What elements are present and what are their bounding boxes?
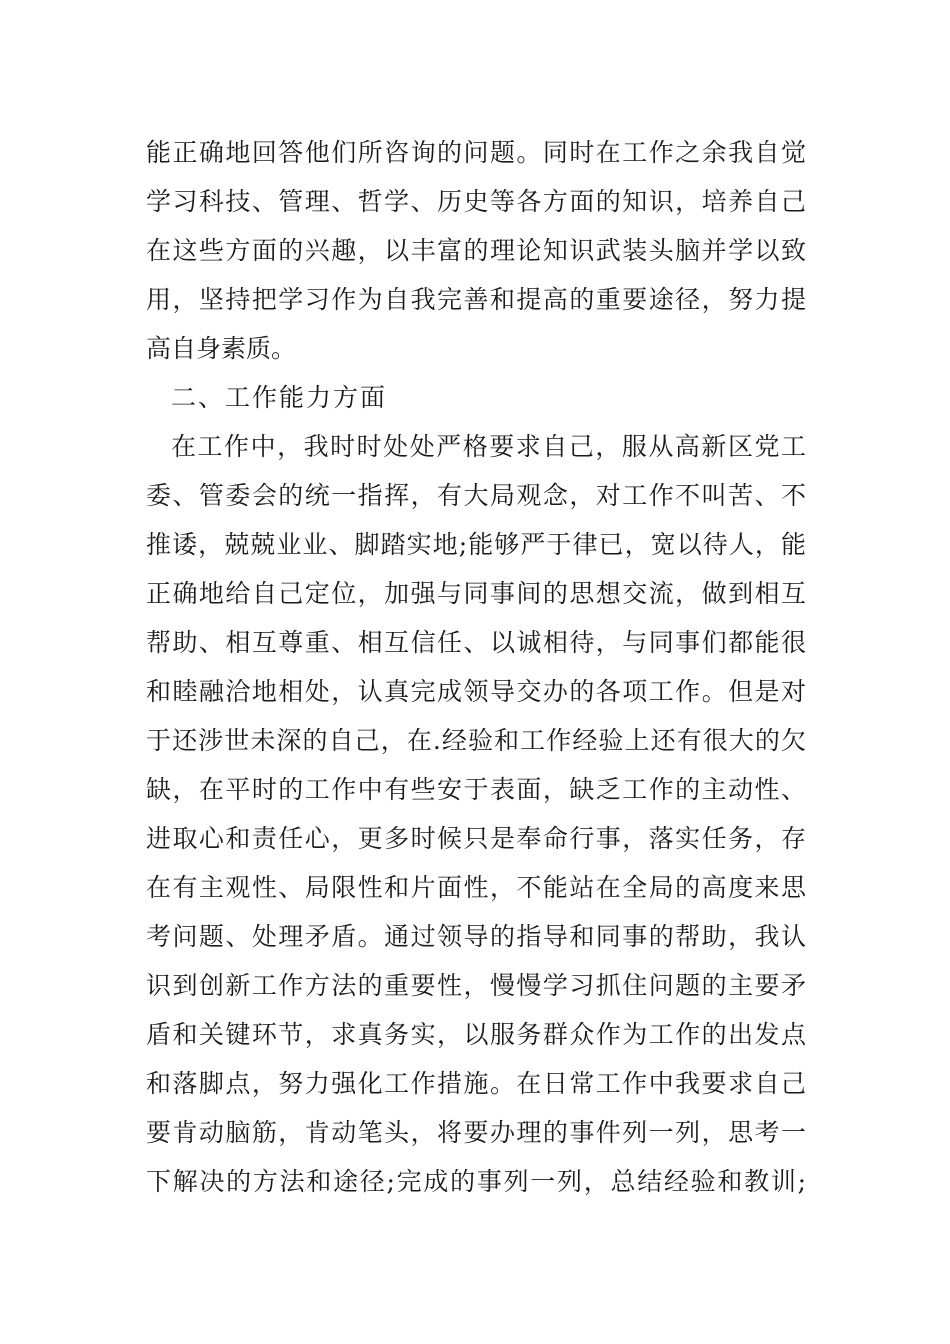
line-text: 推诿，兢兢业业、脚踏实地;能够严于律已，宽以待人，能	[146, 530, 808, 559]
line-text: 用，坚持把学习作为自我完善和提高的重要途径，努力提	[146, 285, 808, 314]
line-text: 进取心和责任心，更多时候只是奉命行事，落实任务，存	[146, 824, 808, 853]
line-text: 委、管委会的统一指挥，有大局观念，对工作不叫苦、不	[146, 481, 808, 510]
text-line	[146, 667, 806, 716]
line-text: 在这些方面的兴趣，以丰富的理论知识武装头脑并学以致	[146, 236, 808, 265]
line-text: 帮助、相互尊重、相互信任、以诚相待，与同事们都能很	[146, 628, 808, 657]
text-line	[146, 1059, 806, 1108]
text-line	[146, 471, 806, 520]
line-text: 能正确地回答他们所咨询的问题。同时在工作之余我自觉	[146, 138, 808, 167]
line-text: 要肯动脑筋，肯动笔头，将要办理的事件列一列，思考一	[146, 1118, 808, 1147]
line-text: 缺，在平时的工作中有些安于表面，缺乏工作的主动性、	[146, 775, 808, 804]
text-line	[146, 765, 806, 814]
line-text: 和睦融洽地相处，认真完成领导交办的各项工作。但是对	[146, 677, 808, 706]
text-line	[146, 618, 806, 667]
text-line	[146, 716, 806, 765]
section-heading	[146, 373, 806, 422]
text-line	[146, 1108, 806, 1157]
text-line	[146, 422, 806, 471]
line-text: 高自身素质。	[146, 334, 297, 363]
line-text: 和落脚点，努力强化工作措施。在日常工作中我要求自己	[146, 1069, 808, 1098]
text-line	[146, 1157, 806, 1206]
text-line	[146, 324, 806, 373]
text-line	[146, 177, 806, 226]
line-text: 在工作中，我时时处处严格要求自己，服从高新区党工	[171, 432, 808, 461]
text-line	[146, 128, 806, 177]
line-text: 下解决的方法和途径;完成的事列一列，总结经验和教训;	[146, 1167, 808, 1196]
text-line	[146, 961, 806, 1010]
text-line	[146, 275, 806, 324]
text-line	[146, 814, 806, 863]
line-text: 考问题、处理矛盾。通过领导的指导和同事的帮助，我认	[146, 922, 808, 951]
text-line	[146, 863, 806, 912]
section-heading-text: 二、工作能力方面	[171, 383, 388, 412]
text-line	[146, 912, 806, 961]
text-line	[146, 520, 806, 569]
body-text	[146, 128, 806, 1206]
text-line	[146, 226, 806, 275]
text-line	[146, 1010, 806, 1059]
line-text: 正确地给自己定位，加强与同事间的思想交流，做到相互	[146, 579, 808, 608]
line-text: 识到创新工作方法的重要性，慢慢学习抓住问题的主要矛	[146, 971, 808, 1000]
line-text: 学习科技、管理、哲学、历史等各方面的知识，培养自己	[146, 187, 808, 216]
line-text: 于还涉世未深的自己，在.经验和工作经验上还有很大的欠	[146, 726, 808, 755]
line-text: 盾和关键环节，求真务实，以服务群众作为工作的出发点	[146, 1020, 808, 1049]
line-text: 在有主观性、局限性和片面性，不能站在全局的高度来思	[146, 873, 808, 902]
text-line	[146, 569, 806, 618]
